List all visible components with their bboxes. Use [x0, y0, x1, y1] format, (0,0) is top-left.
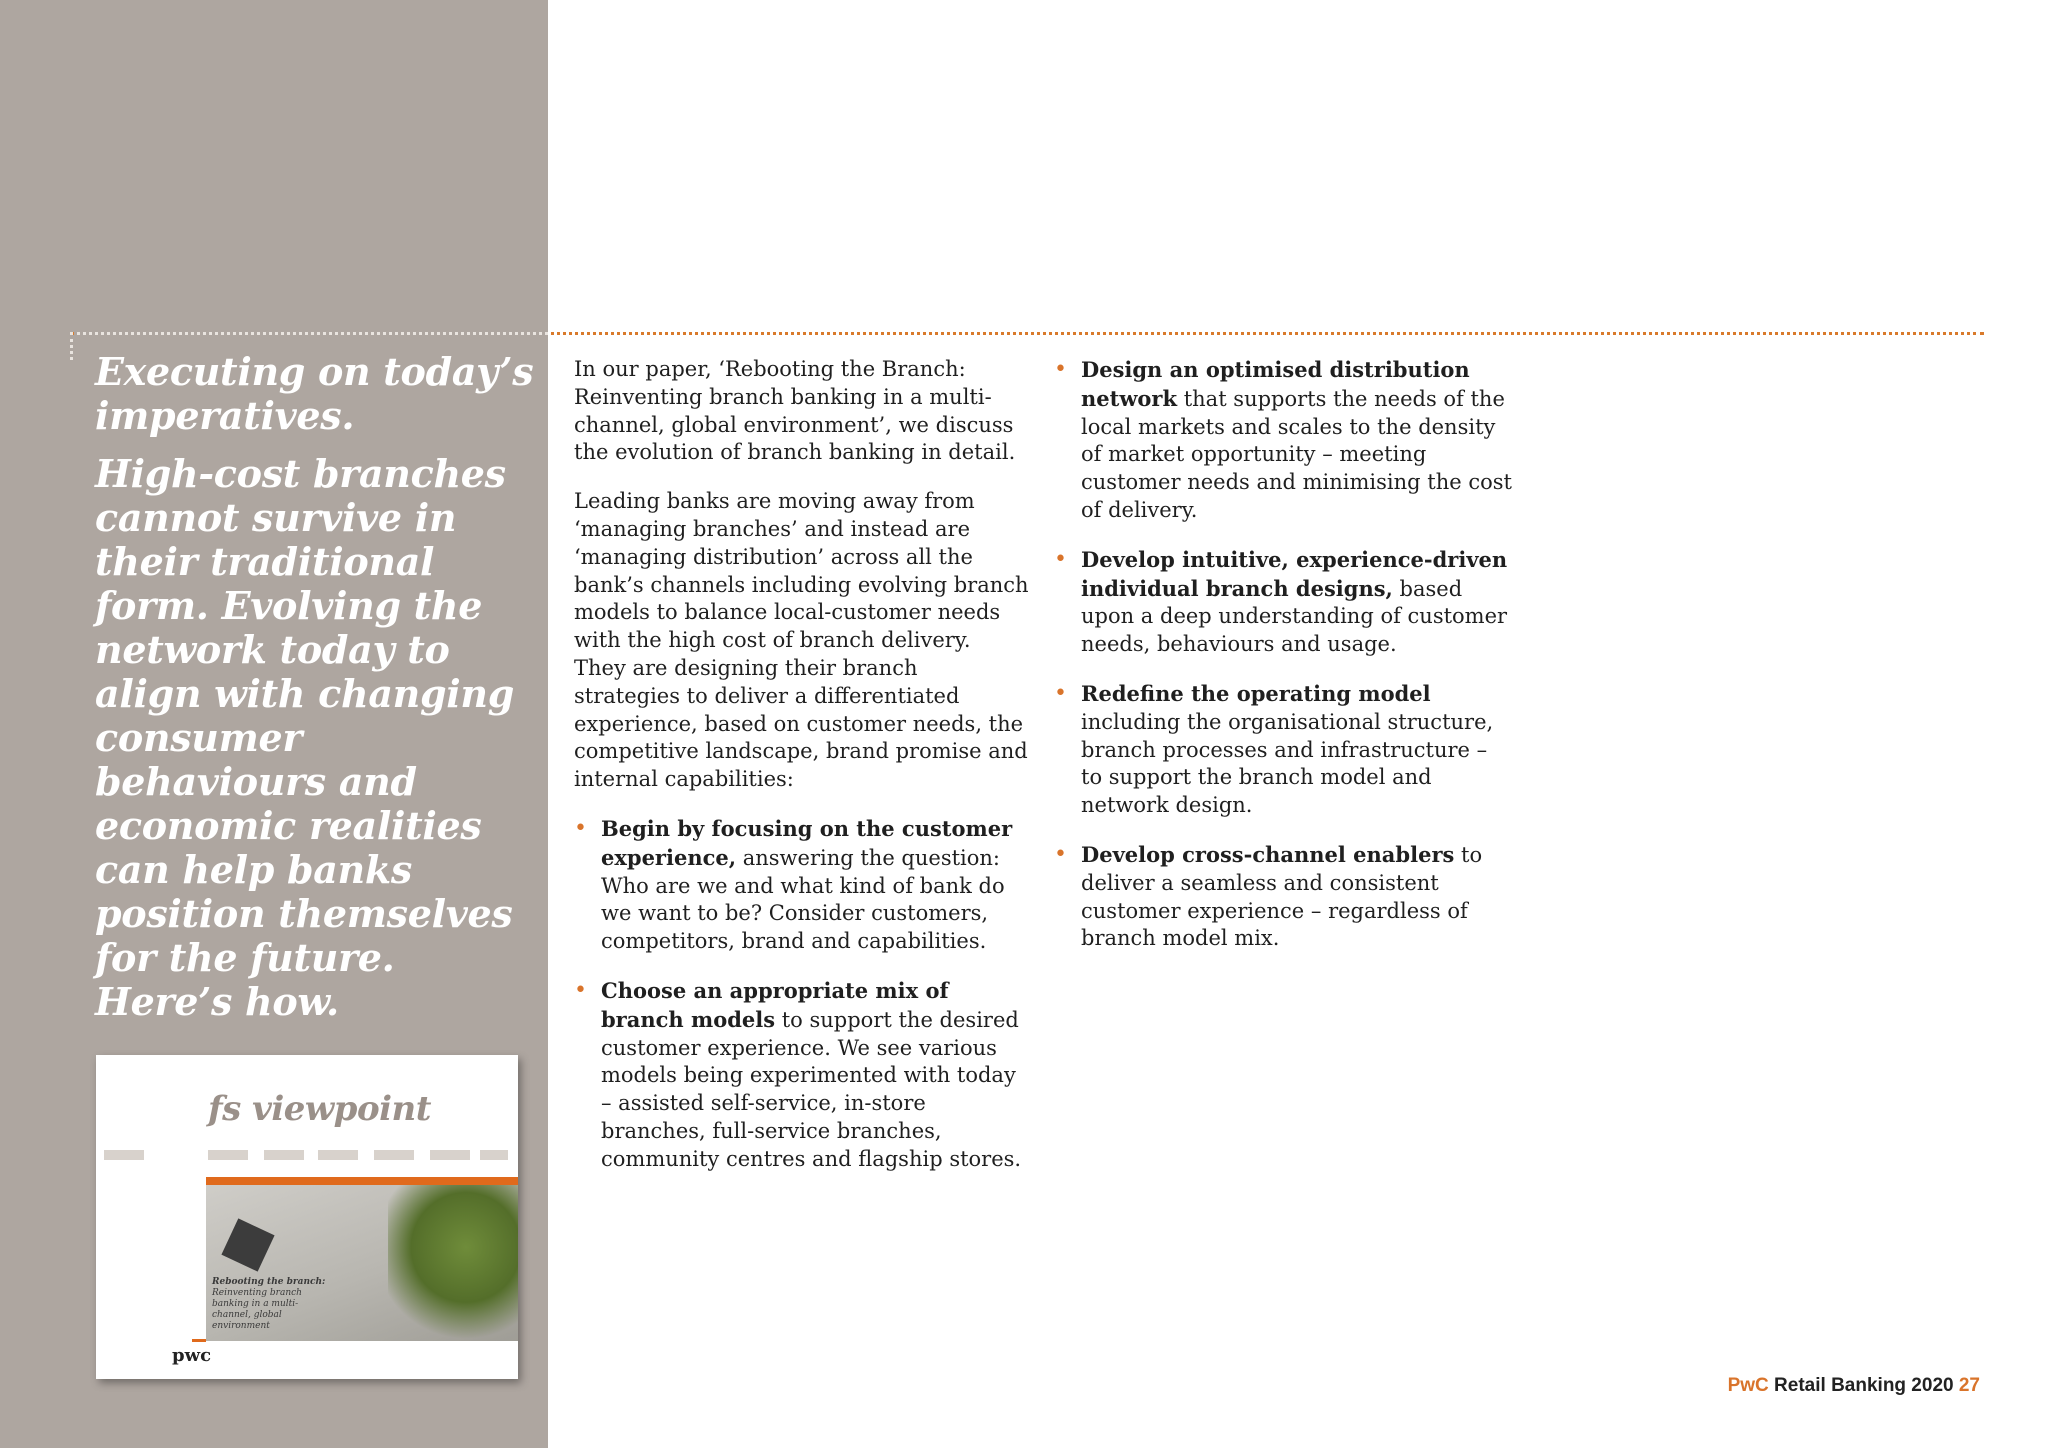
bullet-icon: •: [1054, 841, 1067, 867]
bullet-icon: •: [574, 815, 587, 841]
thumbnail-meta-text: [104, 1150, 144, 1160]
thumbnail-orange-bar: [206, 1177, 518, 1185]
thumbnail-meta-text: [480, 1150, 508, 1160]
section-divider-tick: [70, 332, 73, 360]
list-item: [1054, 356, 1514, 525]
bullet-list: [574, 815, 1029, 1174]
thumbnail-caption-body: Reinventing branch banking in a multi-channel, global environment: [212, 1288, 302, 1331]
list-item-bold: Redefine the operating model: [1081, 680, 1431, 706]
thumbnail-photo: [206, 1185, 518, 1341]
body-column-2: [1054, 356, 1514, 974]
list-item: [1054, 546, 1514, 659]
pwc-logo-mark: [192, 1339, 206, 1342]
section-divider-left: [70, 332, 548, 335]
page-number: 27: [1958, 1375, 1980, 1396]
list-item-bold: Choose an appropriate mix of branch models: [601, 977, 949, 1032]
list-item-text: answering the question: Who are we and what kind of bank do we want to be? Consider customers, competitors, brand and capabilities.: [601, 845, 1005, 954]
thumbnail-caption: [212, 1277, 332, 1332]
pwc-logo: pwc: [172, 1345, 212, 1366]
list-item-text: that supports the needs of the local markets and scales to the density of market opportunity – meeting customer needs and minimising the cost of delivery.: [1081, 386, 1512, 522]
list-item-bold: Develop cross-channel enablers: [1081, 841, 1455, 867]
body-column-1: [574, 356, 1029, 1195]
bullet-icon: •: [1054, 357, 1067, 382]
bullet-icon: •: [1054, 546, 1067, 572]
list-item-bold: Begin by focusing on the customer experience,: [601, 815, 1013, 870]
heading-line-2: High-cost branches cannot survive in their traditional form. Evolving the network today to align with changing consumer behaviours and economic realities can help banks position themselves for the future. Here’s how.: [95, 451, 514, 1024]
tree-image: [388, 1185, 518, 1341]
list-item-text: including the organisational structure, branch processes and infrastructure – to support the branch model and network design.: [1081, 709, 1494, 818]
list-item-text: to deliver a seamless and consistent customer experience – regardless of branch model mix.: [1081, 842, 1483, 951]
thumbnail-title: fs viewpoint: [208, 1089, 431, 1129]
list-item-text: to support the desired customer experience. We see various models being experimented with today – assisted self-service, in-store branches, full-service branches, community centres and flagship stores.: [601, 1007, 1022, 1171]
list-item-text: based upon a deep understanding of customer needs, behaviours and usage.: [1081, 576, 1508, 657]
sculpture-image: [221, 1218, 274, 1271]
bullet-icon: •: [574, 977, 587, 1003]
list-item: [574, 815, 1029, 956]
thumbnail-caption-title: Rebooting the branch:: [212, 1277, 326, 1287]
thumbnail-meta-text: [430, 1150, 470, 1160]
list-item: [574, 977, 1029, 1174]
list-item: [1054, 841, 1514, 953]
heading-line-1: Executing on today’s imperatives.: [95, 349, 534, 438]
thumbnail-meta-text: [208, 1150, 248, 1160]
body-paragraph: Leading banks are moving away from ‘managing branches’ and instead are ‘managing distribution’ across all the bank’s channels including evolving branch models to balance local-customer needs with the high cost of branch delivery. They are designing their branch strategies to deliver a differentiated experience, based on customer needs, the competitive landscape, brand promise and internal capabilities:: [574, 489, 1029, 792]
sidebar-heading: [95, 350, 535, 1038]
footer-title: Retail Banking 2020: [1768, 1375, 1959, 1396]
footer-brand: PwC: [1727, 1375, 1769, 1396]
report-cover-thumbnail: [96, 1055, 518, 1379]
intro-paragraph: In our paper, ‘Rebooting the Branch: Reinventing branch banking in a multi-channel, global environment’, we discuss the evolution of branch banking in detail.: [574, 357, 1016, 465]
thumbnail-meta-text: [318, 1150, 358, 1160]
bullet-icon: •: [1054, 680, 1067, 706]
list-item-bold: Design an optimised distribution network: [1081, 357, 1470, 411]
list-item: [1054, 680, 1514, 820]
bullet-list: [1054, 356, 1514, 953]
page-footer: [1728, 1375, 1980, 1397]
list-item-bold: Develop intuitive, experience-driven individual branch designs,: [1081, 546, 1508, 601]
thumbnail-meta-text: [264, 1150, 304, 1160]
thumbnail-meta-text: [374, 1150, 414, 1160]
